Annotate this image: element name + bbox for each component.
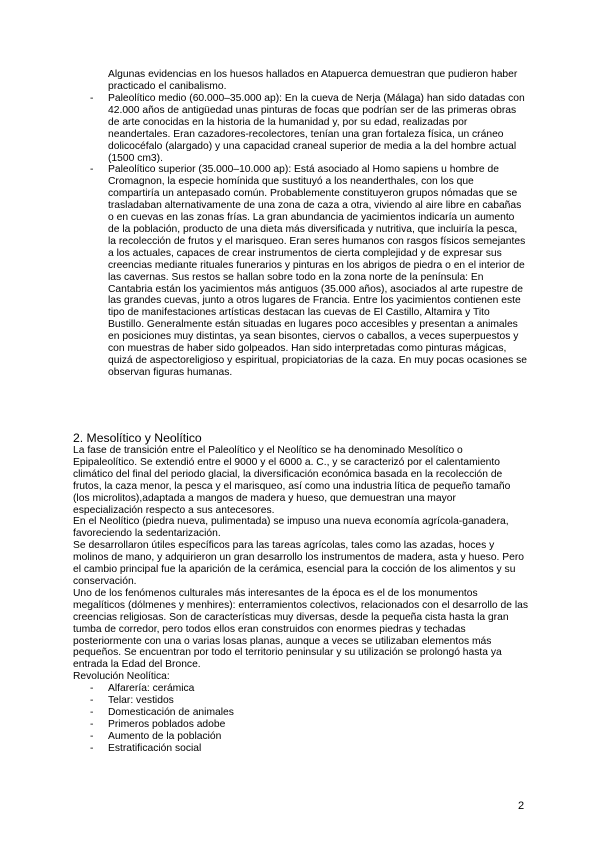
bullet-dash: -: [90, 706, 94, 718]
paragraph-utiles: Se desarrollaron útiles específicos para las tareas agrícolas, tales como las azadas, hoces y molinos de mano, y adquirieron un gran desarrollo los instrumentos de madera, asta y hueso. Pero el cambio principal fue la aparición de la cerámica, esencial para la cocción de los alimentos y su conservación.: [73, 540, 525, 587]
bullet-dash: -: [90, 742, 94, 754]
bullet-dash: -: [90, 730, 94, 742]
bullet-dash: -: [90, 718, 94, 730]
list-item: [73, 719, 528, 731]
revolution-list: [73, 683, 528, 754]
paragraph-megalitos: Uno de los fenómenos culturales más interesantes de la época es el de los monumentos megalíticos (dólmenes y menhires): enterramientos colectivos, relacionados con el desarrollo de las creencias religiosas. Son de características muy diversas, desde la pequeña cista hasta la gran tumba de corredor, pero todos ellos eran construidos con enormes piedras y techadas posteriormente con una o varias losas planas, aunque a veces se utilizaban elementos más pequeños. Se encuentran por todo el territorio peninsular y su utilización se prolongó hasta ya entrada la Edad del Bronce.: [73, 587, 528, 671]
list-item-text: Aumento de la población: [108, 730, 222, 742]
paragraph-revolucion-title: Revolución Neolítica:: [73, 671, 170, 683]
list-item-text: Paleolítico superior (35.000–10.000 ap): Está asociado al Homo sapiens u hombre de Cromagnon, la especie homínida que sustituyó a los neanderthales, con los que compartiría un antepasado común. Probablemente constituyeron grupos nómadas que se trasladaban alternativamente de una zona de caza a otra, viviendo al aire libre en cabañas o en cuevas en las zonas frías. La gran abundancia de yacimientos indicaría un aumento de la población, producto de una dieta más diversificada y nutritiva, que incluiría la pesca, la recolección de frutos y el marisqueo. Eran seres humanos con rasgos físicos semejantes a los actuales, capaces de crear instrumentos de cierta complejidad y de expresar sus creencias mediante rituales funerarios y pinturas en los abrigos de piedra o en el interior de las cavernas. Sus restos se hallan sobre todo en la zona norte de la península: En Cantabria están los yacimientos más antiguos (35.000 años), asociados al arte rupestre de las grandes cuevas, junto a otros lugares de Francia. Entre los yacimientos contienen este tipo de manifestaciones artísticas destacan las cuevas de El Castillo, Altamira y Tito Bustillo. Generalmente están situadas en lugares poco accesibles y presentan a animales en posiciones muy distintas, ya sean bisontes, ciervos o caballos, a veces superpuestos y con muestras de haber sido golpeados. Han sido interpretadas como pinturas mágicas, quizá de aspectoreligioso y espiritual, propiciatorias de la caza. En muy pocas ocasiones se observan figuras humanas.: [108, 164, 527, 378]
paragraph-neolitico: En el Neolítico (piedra nueva, pulimentada) se impuso una nueva economía agrícola-ganadera, favoreciendo la sedentarización.: [73, 516, 509, 540]
paleolithic-list: [73, 93, 528, 379]
bullet-dash: -: [90, 695, 94, 707]
bullet-dash: -: [90, 164, 94, 176]
list-item-text: Alfarería: cerámica: [108, 683, 195, 695]
bullet-dash: -: [90, 683, 94, 695]
list-item-text: Telar: vestidos: [108, 695, 174, 707]
list-item-paleolitico-medio: [73, 93, 528, 164]
section-heading: 2. Mesolítico y Neolítico: [73, 431, 202, 445]
list-item-text: Paleolítico medio (60.000–35.000 ap): En la cueva de Nerja (Málaga) han sido datadas con 42.000 años de antigüedad unas pinturas de focas que podrían ser de las primeras obras de arte conocidas en la historia de la humanidad y, por su edad, realizadas por neandertales. Eran cazadores-recolectores, tenían una gran fortaleza física, un cráneo dolicocéfalo (alargado) y una capacidad craneal superior de media a la del hombre actual (1500 cm3).: [108, 93, 525, 164]
page-number: 2: [518, 800, 525, 812]
list-item-text: Domesticación de animales: [108, 706, 234, 718]
paragraph-mesolitico: La fase de transición entre el Paleolítico y el Neolítico se ha denominado Mesolítico o Epipaleolítico. Se extendió entre el 9000 y el 6000 a. C., y se caracterizó por el calentamiento climático del final del periodo glacial, la diversificación económica basada en la recolección de frutos, la caza menor, la pesca y el marisqueo, así como una industria lítica de pequeño tamaño (los microlitos),adaptada a mangos de madera y hueso, que demuestran una mayor especialización respecto a sus antecesores.: [73, 445, 511, 516]
list-item: [73, 683, 528, 695]
list-item-text: Primeros poblados adobe: [108, 718, 226, 730]
list-item: [73, 695, 528, 707]
intro-continuation: Algunas evidencias en los huesos hallados en Atapuerca demuestran que pudieron haber practicado el canibalismo.: [108, 69, 518, 92]
list-item: [73, 743, 528, 755]
list-item-text: Estratificación social: [108, 742, 202, 754]
bullet-dash: -: [90, 93, 94, 104]
list-item: [73, 707, 528, 719]
list-item: [73, 731, 528, 743]
list-item-paleolitico-superior: [73, 164, 528, 378]
section-body: [73, 445, 528, 755]
